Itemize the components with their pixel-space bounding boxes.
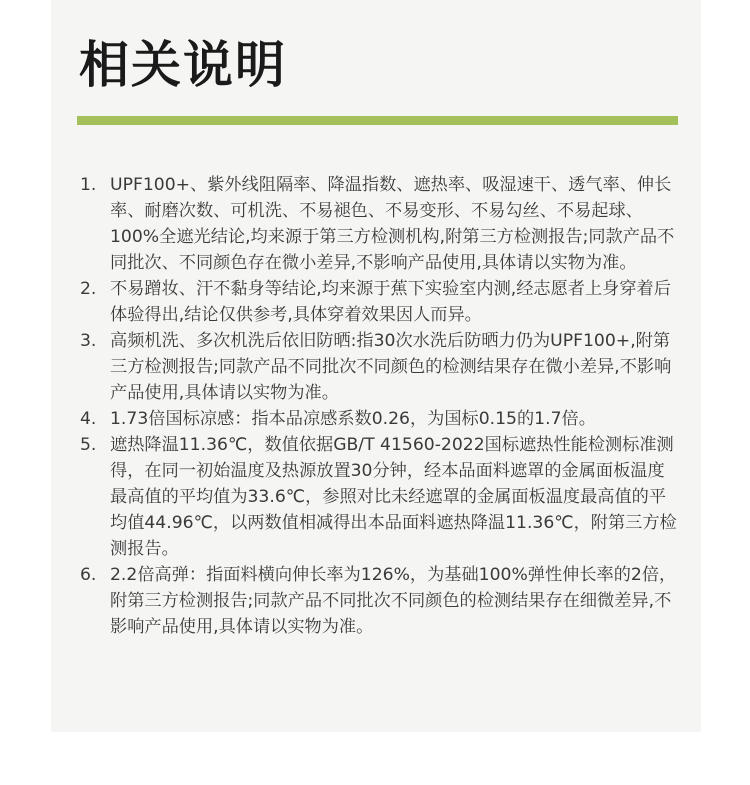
note-number: 3. (80, 331, 97, 351)
note-number: 4. (80, 409, 97, 429)
note-text: 1.73倍国标凉感：指本品凉感系数0.26，为国标0.15的1.7倍。 (110, 409, 596, 429)
note-text: 遮热降温11.36℃，数值依据GB/T 41560-2022国标遮热性能检测标准测得，在同一初始温度及热源放置30分钟，经本品面料遮罩的金属面板温度最高值的平均值为33.6℃，参照对比未经遮罩的金属面板温度最高值的平均值44.96℃，以两数值相减得出本品面料遮热降温11.36℃，附第三方检测报告。 (110, 435, 677, 559)
note-item (80, 172, 680, 276)
note-number: 2. (80, 279, 97, 299)
note-number: 6. (80, 565, 97, 585)
accent-divider (77, 116, 678, 125)
note-text: 高频机洗、多次机洗后依旧防晒:指30次水洗后防晒力仍为UPF100+,附第三方检测报告;同款产品不同批次不同颜色的检测结果存在微小差异,不影响产品使用,具体请以实物为准。 (110, 331, 672, 403)
note-item (80, 562, 680, 640)
note-text: 2.2倍高弹：指面料横向伸长率为126%，为基础100%弹性伸长率的2倍，附第三方检测报告;同款产品不同批次不同颜色的检测结果存在细微差异,不影响产品使用,具体请以实物为准。 (110, 565, 677, 637)
note-text: 不易蹭妆、汗不黏身等结论,均来源于蕉下实验室内测,经志愿者上身穿着后体验得出,结论仅供参考,具体穿着效果因人而异。 (110, 279, 671, 325)
note-item (80, 328, 680, 406)
notes-list (80, 172, 680, 640)
note-item (80, 276, 680, 328)
note-item (80, 432, 680, 562)
note-text: UPF100+、紫外线阻隔率、降温指数、遮热率、吸湿速干、透气率、伸长率、耐磨次数、可机洗、不易褪色、不易变形、不易勾丝、不易起球、100%全遮光结论,均来源于第三方检测机构,附第三方检测报告;同款产品不同批次、不同颜色存在微小差异,不影响产品使用,具体请以实物为准。 (110, 175, 675, 273)
note-item (80, 406, 680, 432)
note-number: 1. (80, 175, 97, 195)
note-number: 5. (80, 435, 97, 455)
page-title: 相关说明 (79, 36, 287, 94)
